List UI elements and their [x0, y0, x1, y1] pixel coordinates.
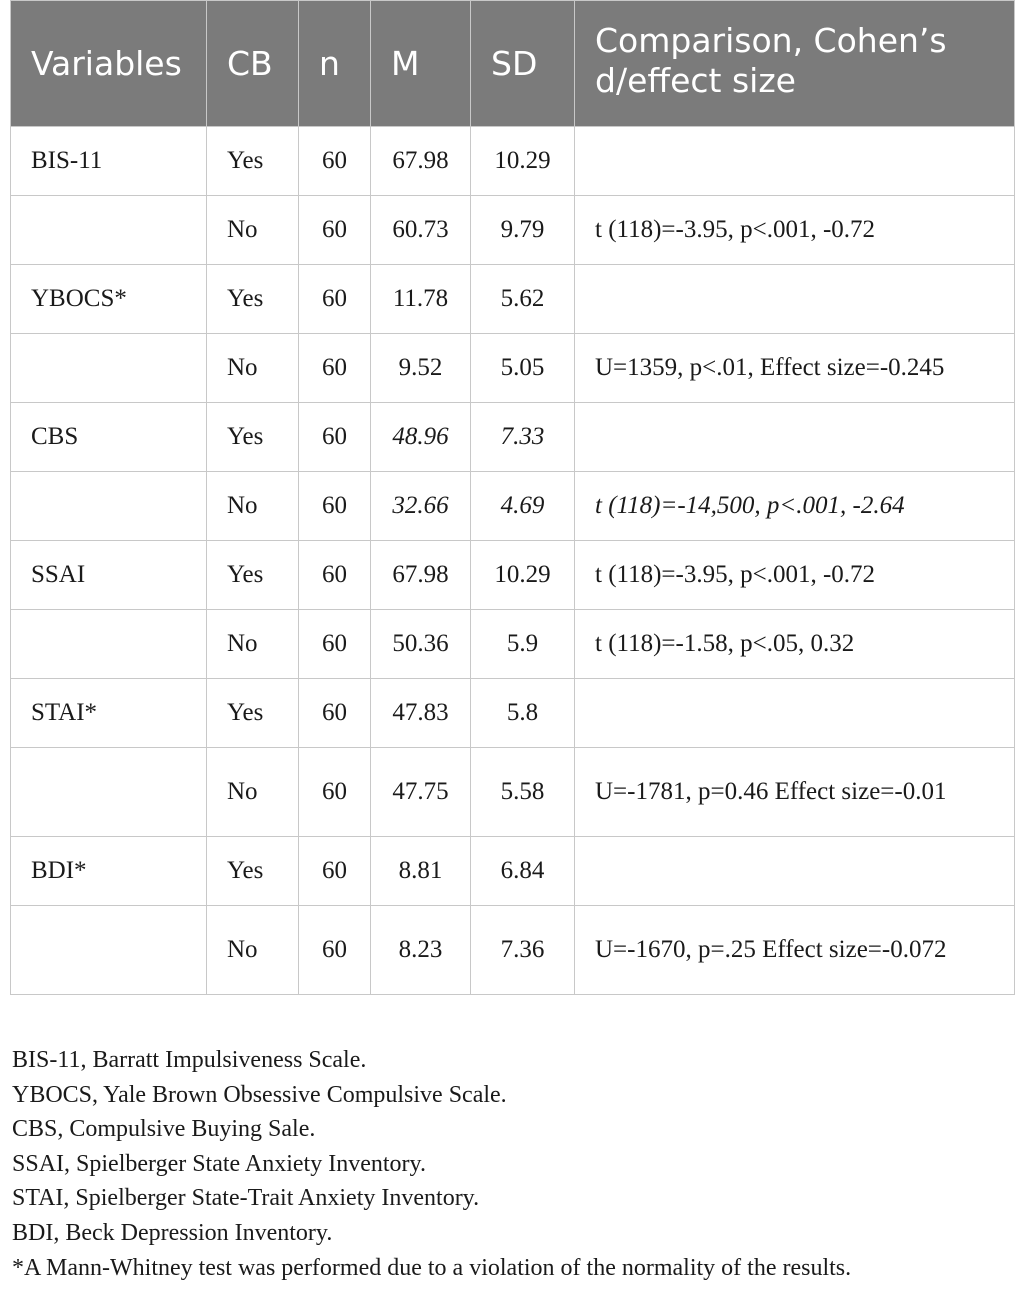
- cell-cb: No: [207, 748, 299, 837]
- cell-n: 60: [299, 541, 371, 610]
- cell-n: 60: [299, 748, 371, 837]
- cell-comparison: [575, 127, 1015, 196]
- footnote-cbs: CBS, Compulsive Buying Sale.: [12, 1116, 316, 1143]
- cell-comparison: U=1359, p<.01, Effect size=-0.245: [575, 334, 1015, 403]
- cell-m: 32.66: [371, 472, 471, 541]
- cell-comparison: U=-1781, p=0.46 Effect size=-0.01: [575, 748, 1015, 837]
- cell-comparison: [575, 837, 1015, 906]
- cell-sd: 7.36: [471, 906, 575, 995]
- cell-sd: 6.84: [471, 837, 575, 906]
- header-cb: CB: [207, 1, 299, 127]
- cell-m: 11.78: [371, 265, 471, 334]
- cell-cb: No: [207, 472, 299, 541]
- cell-n: 60: [299, 334, 371, 403]
- cell-sd: 9.79: [471, 196, 575, 265]
- cell-variable: CBS: [11, 403, 207, 472]
- cell-m: 8.23: [371, 906, 471, 995]
- cell-m: 47.83: [371, 679, 471, 748]
- cell-variable: YBOCS*: [11, 265, 207, 334]
- footnote-ssai: SSAI, Spielberger State Anxiety Inventory.: [12, 1150, 426, 1177]
- cell-sd: 5.62: [471, 265, 575, 334]
- cell-cb: Yes: [207, 679, 299, 748]
- cell-sd: 10.29: [471, 541, 575, 610]
- footnote-bis11: BIS-11, Barratt Impulsiveness Scale.: [12, 1047, 367, 1073]
- cell-n: 60: [299, 127, 371, 196]
- cell-variable: [11, 906, 207, 995]
- cell-n: 60: [299, 403, 371, 472]
- cell-cb: Yes: [207, 265, 299, 334]
- cell-comparison: U=-1670, p=.25 Effect size=-0.072: [575, 906, 1015, 995]
- table-row: [11, 610, 1015, 679]
- cell-comparison: t (118)=-14,500, p<.001, -2.64: [575, 472, 1015, 541]
- cell-n: 60: [299, 265, 371, 334]
- cell-cb: Yes: [207, 403, 299, 472]
- cell-cb: Yes: [207, 541, 299, 610]
- cell-comparison: [575, 679, 1015, 748]
- footnote-mann-whitney: *A Mann-Whitney test was performed due to a violation of the normality of the results.: [12, 1254, 852, 1281]
- cell-n: 60: [299, 610, 371, 679]
- cell-n: 60: [299, 906, 371, 995]
- cell-n: 60: [299, 837, 371, 906]
- cell-cb: No: [207, 610, 299, 679]
- table-row: [11, 748, 1015, 837]
- table-row: [11, 403, 1015, 472]
- cell-variable: SSAI: [11, 541, 207, 610]
- cell-comparison: t (118)=-1.58, p<.05, 0.32: [575, 610, 1015, 679]
- cell-variable: [11, 196, 207, 265]
- header-sd: SD: [471, 1, 575, 127]
- cell-sd: 5.9: [471, 610, 575, 679]
- cell-n: 60: [299, 196, 371, 265]
- cell-cb: Yes: [207, 127, 299, 196]
- cell-comparison: [575, 403, 1015, 472]
- table-row: [11, 541, 1015, 610]
- cell-m: 67.98: [371, 127, 471, 196]
- cell-cb: No: [207, 334, 299, 403]
- table-row: [11, 472, 1015, 541]
- cell-m: 48.96: [371, 403, 471, 472]
- cell-variable: [11, 610, 207, 679]
- cell-m: 50.36: [371, 610, 471, 679]
- cell-m: 60.73: [371, 196, 471, 265]
- cell-cb: No: [207, 906, 299, 995]
- cell-sd: 5.58: [471, 748, 575, 837]
- table-row: [11, 679, 1015, 748]
- cell-variable: STAI*: [11, 679, 207, 748]
- table-header-row: [11, 1, 1015, 127]
- footnote-ybocs: YBOCS, Yale Brown Obsessive Compulsive Scale.: [12, 1081, 507, 1108]
- table-row: [11, 334, 1015, 403]
- cell-variable: BDI*: [11, 837, 207, 906]
- cell-n: 60: [299, 472, 371, 541]
- header-n: n: [299, 1, 371, 127]
- table-row: [11, 127, 1015, 196]
- cell-comparison: [575, 265, 1015, 334]
- cell-comparison: t (118)=-3.95, p<.001, -0.72: [575, 196, 1015, 265]
- cell-sd: 5.05: [471, 334, 575, 403]
- header-m: M: [371, 1, 471, 127]
- cell-cb: Yes: [207, 837, 299, 906]
- cell-m: 67.98: [371, 541, 471, 610]
- footnote-bdi: BDI, Beck Depression Inventory.: [12, 1219, 333, 1246]
- cell-cb: No: [207, 196, 299, 265]
- table-row: [11, 906, 1015, 995]
- table-row: [11, 196, 1015, 265]
- cell-variable: BIS-11: [11, 127, 207, 196]
- cell-variable: [11, 748, 207, 837]
- cell-sd: 7.33: [471, 403, 575, 472]
- header-comparison: Comparison, Cohen’s d/effect size: [575, 1, 1015, 127]
- cell-m: 47.75: [371, 748, 471, 837]
- header-variables: Variables: [11, 1, 207, 127]
- cell-sd: 10.29: [471, 127, 575, 196]
- results-table: [10, 0, 1015, 995]
- cell-sd: 5.8: [471, 679, 575, 748]
- table-footnotes: [12, 1043, 1022, 1285]
- cell-comparison: t (118)=-3.95, p<.001, -0.72: [575, 541, 1015, 610]
- table-row: [11, 837, 1015, 906]
- table-row: [11, 265, 1015, 334]
- footnote-stai: STAI, Spielberger State-Trait Anxiety Inventory.: [12, 1185, 480, 1212]
- cell-variable: [11, 472, 207, 541]
- cell-sd: 4.69: [471, 472, 575, 541]
- cell-m: 9.52: [371, 334, 471, 403]
- cell-n: 60: [299, 679, 371, 748]
- cell-m: 8.81: [371, 837, 471, 906]
- results-table-container: [10, 0, 1014, 995]
- cell-variable: [11, 334, 207, 403]
